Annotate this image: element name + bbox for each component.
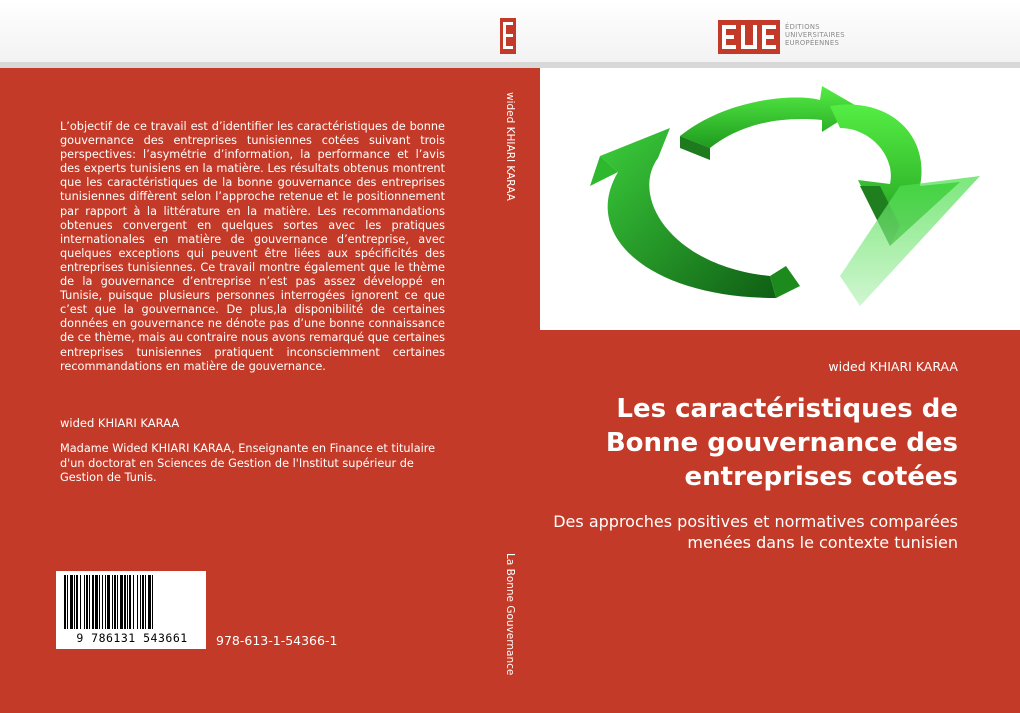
- publisher-line-1: ÉDITIONS: [785, 23, 820, 31]
- barcode-bar: [95, 575, 98, 629]
- spine-author: wided KHIARI KARAA: [504, 92, 516, 201]
- barcode-bar: [74, 575, 75, 629]
- barcode-bar: [102, 575, 103, 629]
- barcode-bar: [117, 575, 118, 629]
- barcode-bar: [137, 575, 138, 629]
- barcode-bar: [105, 575, 106, 629]
- book-subtitle: Des approches positives et normatives comparées menées dans le contexte tunisien: [553, 512, 958, 552]
- barcode-bar: [80, 575, 81, 629]
- spine-publisher-logo: [500, 18, 516, 54]
- barcode-bar: [92, 575, 94, 629]
- book-title: Les caractéristiques de Bonne gouvernance des entreprises cotées: [605, 394, 958, 492]
- barcode-bar: [112, 575, 113, 629]
- barcode-bar: [133, 575, 134, 629]
- back-cover-author: wided KHIARI KARAA: [60, 416, 180, 430]
- barcode-bar: [86, 575, 88, 629]
- isbn-number: 978-613-1-54366-1: [216, 633, 338, 648]
- spine-title: La Bonne Gouvernance: [504, 553, 516, 676]
- barcode-bar: [70, 575, 73, 629]
- publisher-logo: [718, 20, 780, 54]
- barcode-bar: [99, 575, 100, 629]
- barcode-bar: [89, 575, 90, 629]
- publisher-line-3: EUROPÉENNES: [785, 39, 840, 48]
- barcode: [56, 571, 206, 649]
- barcode-bar: [129, 575, 131, 629]
- barcode-bars: [56, 571, 206, 633]
- publisher-line-2: UNIVERSITAIRES: [785, 31, 845, 40]
- barcode-bar: [107, 575, 110, 629]
- barcode-bar: [114, 575, 116, 629]
- barcode-bar: [142, 575, 144, 629]
- back-cover-summary: L’objectif de ce travail est d’identifier les caractéristiques de bonne gouvernance des entreprises tunisiennes cotées suivant trois perspectives: l’asymétrie d’information, la performance et l’avis des experts tunisiens en la matière. Les résultats obtenus montrent que les caractéristiques de la bonne gouvernance des entreprises tunisiennes diffèrent selon l’approche retenue et le positionnement par rapport à la littérature en la matière. Les recommandations obtenues convergent en quelques sortes avec les pratiques internationales en matière de gouvernance d’entreprise, avec quelques exceptions qui peuvent être liées aux spécificités des entreprises tunisiennes. Ce travail montre également que le thème de la gouvernance d’entreprise n’est pas assez développé en Tunisie, puisque plusieurs personnes interrogées ignorent ce que c’est que la gouvernance. De plus,la disponibilité de certaines données en gouvernance ne dénote pas d’une bonne connaissance de ce thème, mais au contraire nous avons remarqué que certaines entreprises tunisiennes pratiquent inconsciemment certaines recommandations en matière de gouvernance.: [60, 120, 445, 373]
- barcode-bar: [140, 575, 141, 629]
- barcode-bar: [145, 575, 146, 629]
- author-bio: Madame Wided KHIARI KARAA, Enseignante en Finance et titulaire d'un doctorat en Sciences de Gestion de l'Institut supérieur de Gestion de Tunis.: [60, 442, 436, 484]
- barcode-bar: [76, 575, 78, 629]
- barcode-bar: [84, 575, 85, 629]
- green-cycle-arrows-illustration: [560, 76, 1000, 316]
- barcode-bar: [124, 575, 126, 629]
- barcode-bar: [120, 575, 123, 629]
- barcode-digits: 9 786131 543661: [76, 631, 188, 645]
- barcode-bar: [67, 575, 68, 629]
- barcode-bar: [152, 575, 153, 629]
- barcode-bar: [148, 575, 151, 629]
- barcode-bar: [127, 575, 128, 629]
- front-cover-author: wided KHIARI KARAA: [828, 359, 958, 374]
- publisher-name: [785, 23, 845, 48]
- barcode-bar: [64, 575, 66, 629]
